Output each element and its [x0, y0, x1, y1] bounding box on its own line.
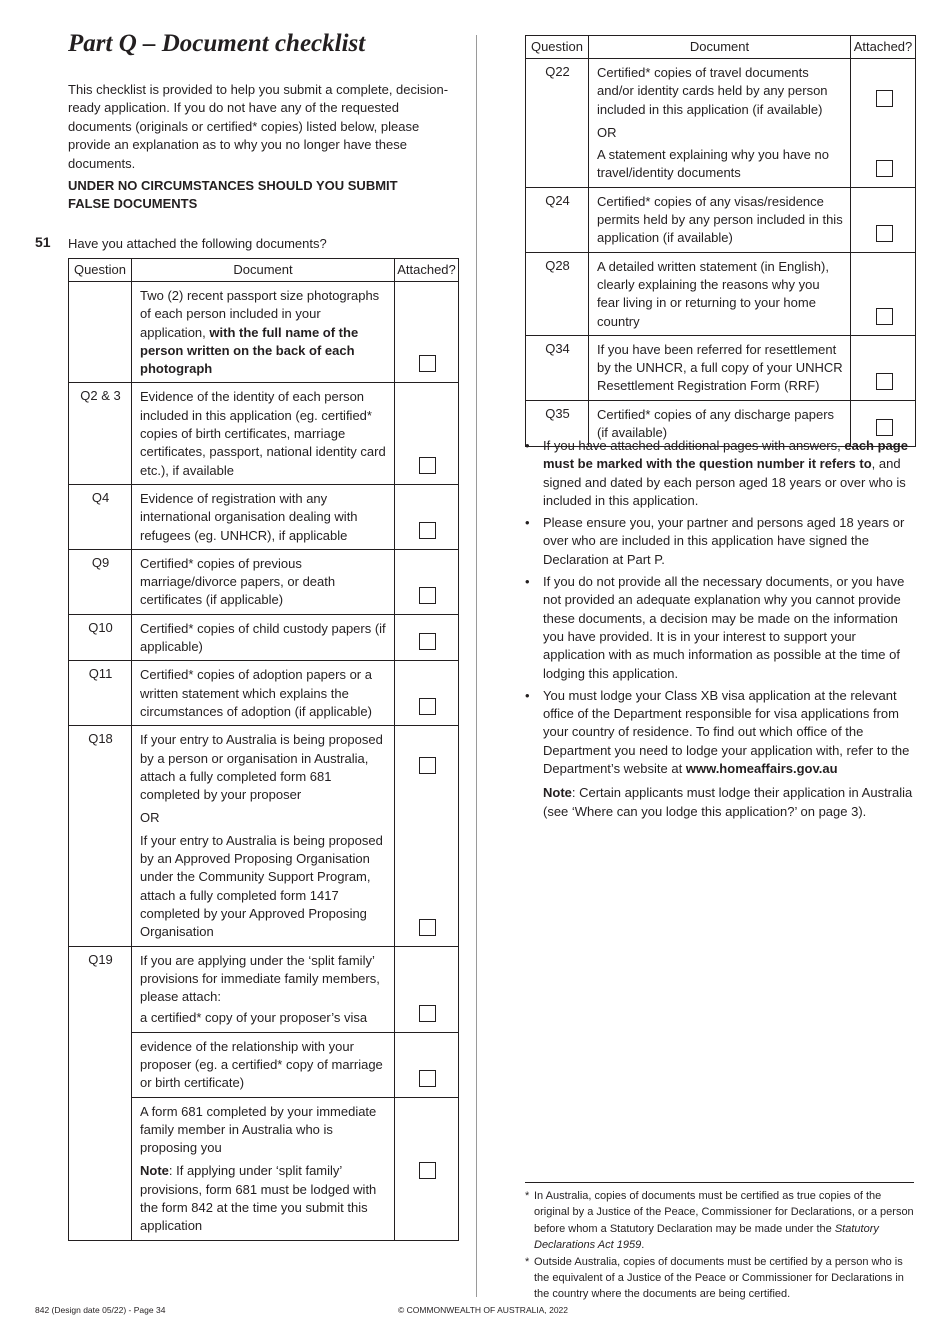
document-cell: Certified* copies of child custody papers (if applicable) [132, 614, 395, 661]
attached-checkbox[interactable] [419, 522, 436, 539]
table-row [69, 614, 459, 661]
attached-checkbox[interactable] [876, 308, 893, 325]
table-header-row [526, 36, 916, 59]
bullet-icon: • [525, 515, 530, 531]
document-cell: Certified* copies of previous marriage/divorce papers, or death certificates (if applicable) [132, 549, 395, 614]
table-row [69, 726, 459, 946]
attached-checkbox[interactable] [876, 90, 893, 107]
attached-checkbox[interactable] [419, 757, 436, 774]
page-footer-form-info: 842 (Design date 05/22) - Page 34 [35, 1305, 166, 1315]
document-cell [132, 946, 395, 1032]
attached-cell [851, 187, 916, 252]
attached-cell [395, 484, 459, 549]
attached-checkbox[interactable] [419, 1005, 436, 1022]
table-row [526, 59, 916, 188]
attached-cell [395, 661, 459, 726]
list-item [525, 573, 917, 683]
footnote-text: In Australia, copies of documents must be certified as true copies of the original by a Justice of the Peace, Commissioner for Declarations, or a person before whom a Statutory Declaration may be made under the [534, 1190, 914, 1235]
header-attached: Attached? [851, 36, 916, 59]
note-text [140, 1162, 387, 1235]
header-attached: Attached? [395, 259, 459, 282]
list-item [525, 437, 917, 510]
attached-cell [851, 335, 916, 400]
note-text [543, 784, 917, 821]
header-document: Document [132, 259, 395, 282]
document-text: If your entry to Australia is being proposed by an Approved Proposing Organisation under the Community Support Program, attach a fully completed form 1417 completed by your Approved Proposing Organisation [140, 832, 383, 940]
attached-cell [851, 59, 916, 188]
attached-checkbox[interactable] [419, 633, 436, 650]
question-cell: Q35 [526, 400, 589, 447]
footnote [525, 1188, 915, 1254]
attached-checkbox[interactable] [876, 160, 893, 177]
question-cell [69, 282, 132, 383]
asterisk-icon: * [525, 1255, 530, 1268]
table-header-row [69, 259, 459, 282]
question-cell: Q28 [526, 252, 589, 335]
footnote-text: . [641, 1239, 645, 1252]
question-cell: Q2 & 3 [69, 383, 132, 484]
document-cell: evidence of the relationship with your proposer (eg. a certified* copy of marriage or birth certificate) [132, 1032, 395, 1097]
bullet-icon: • [525, 438, 530, 453]
bullet-icon: • [525, 574, 530, 590]
list-item [525, 687, 917, 821]
attached-checkbox[interactable] [419, 919, 436, 936]
document-cell: If you have been referred for resettlement by the UNHCR, a full copy of your UNHCR Resettlement Registration Form (RRF) [589, 335, 851, 400]
attached-checkbox[interactable] [419, 457, 436, 474]
document-cell [132, 1097, 395, 1240]
bullet-text: You must lodge your Class XB visa application at the relevant office of the Department responsible for visa applications from your country of residence. To find out which office of the Department you need to lodge your application with, refer to the Department’s website at [543, 687, 910, 777]
note-label: Note [140, 1163, 169, 1179]
document-cell: Certified* copies of any discharge papers (if available) [589, 400, 851, 447]
attached-checkbox[interactable] [419, 355, 436, 372]
table-row [526, 187, 916, 252]
question-cell: Q10 [69, 614, 132, 661]
document-text: a certified* copy of your proposer’s visa [140, 1010, 368, 1026]
left-checklist-table [68, 258, 459, 1241]
page-title: Part Q – Document checklist [68, 30, 366, 57]
asterisk-icon: * [525, 1190, 530, 1202]
attached-checkbox[interactable] [419, 1070, 436, 1087]
header-question: Question [69, 259, 132, 282]
document-cell: Evidence of registration with any international organisation dealing with refugees (eg. UNHCR), if applicable [132, 484, 395, 549]
attached-checkbox[interactable] [419, 587, 436, 604]
bullet-text: Please ensure you, your partner and persons aged 18 years or over who are included in this application have signed the Declaration at Part P. [543, 515, 905, 567]
document-cell: A detailed written statement (in English), clearly explaining the reasons why you fear living in or returning to your home country [589, 252, 851, 335]
attached-checkbox[interactable] [419, 698, 436, 715]
table-row [526, 335, 916, 400]
bullet-text: If you have attached additional pages with answers, [543, 438, 845, 453]
document-text: A statement explaining why you have no travel/identity documents [597, 147, 829, 181]
question-cell: Q18 [69, 726, 132, 946]
attached-checkbox[interactable] [876, 419, 893, 436]
table-row [69, 383, 459, 484]
document-cell [589, 59, 851, 188]
table-row [69, 549, 459, 614]
intro-paragraph: This checklist is provided to help you submit a complete, decision-ready application. If you do not have any of the requested documents (originals or certified* copies) listed below, please provide an explanation as to why you no longer have these documents. [68, 82, 449, 171]
document-text: A form 681 completed by your immediate family member in Australia who is proposing you [140, 1103, 377, 1156]
note-body: : If applying under ‘split family’ provisions, form 681 must be lodged with the form 842 at the time you submit this application [140, 1163, 377, 1234]
attached-cell [395, 946, 459, 1032]
table-row [69, 484, 459, 549]
document-cell [132, 282, 395, 383]
footnote-rule [525, 1182, 914, 1183]
bullet-text: If you do not provide all the necessary documents, or you have not provided an adequate explanation why you cannot provide these documents, a decision may be made on the information you have provided. It is in your interest to support your application with as much information as possible at the time of lodging this application. [543, 574, 905, 681]
attached-cell [395, 1097, 459, 1240]
page-footer-copyright: © COMMONWEALTH OF AUSTRALIA, 2022 [398, 1305, 568, 1315]
question-cell: Q19 [69, 946, 132, 1240]
list-item [525, 514, 917, 569]
column-divider [476, 35, 477, 1297]
document-text: If your entry to Australia is being proposed by a person or organisation in Australia, attach a fully completed form 681 completed by your proposer [140, 732, 383, 803]
document-text-emphasis: with the full name of the person written on the back of each photograph [140, 324, 359, 377]
document-text: If you are applying under the ‘split family’ provisions for immediate family members, please attach: [140, 952, 380, 1005]
question-cell: Q22 [526, 59, 589, 188]
question-text: Have you attached the following documents? [68, 236, 327, 251]
false-documents-warning: UNDER NO CIRCUMSTANCES SHOULD YOU SUBMIT FALSE DOCUMENTS [68, 178, 398, 212]
footnotes [525, 1188, 915, 1303]
table-row [69, 946, 459, 1032]
or-separator: OR [597, 124, 617, 140]
question-cell: Q9 [69, 549, 132, 614]
header-document: Document [589, 36, 851, 59]
or-separator: OR [140, 810, 160, 826]
attached-cell [395, 383, 459, 484]
note-label: Note [543, 785, 572, 801]
attached-cell [851, 252, 916, 335]
table-row [69, 661, 459, 726]
question-cell: Q4 [69, 484, 132, 549]
attached-cell [395, 1032, 459, 1097]
question-number: 51 [35, 234, 51, 250]
website-link[interactable]: www.homeaffairs.gov.au [685, 761, 838, 777]
attached-cell [395, 726, 459, 946]
attached-checkbox[interactable] [876, 373, 893, 390]
attached-checkbox[interactable] [876, 225, 893, 242]
question-cell: Q11 [69, 661, 132, 726]
question-cell: Q24 [526, 187, 589, 252]
table-row [69, 282, 459, 383]
document-cell: Certified* copies of adoption papers or a written statement which explains the circumstances of adoption (if applicable) [132, 661, 395, 726]
attached-cell [395, 282, 459, 383]
right-checklist-table [525, 35, 916, 447]
bullet-text-emphasis: each page must be marked with the question number it refers to [543, 438, 908, 472]
document-cell: Evidence of the identity of each person included in this application (eg. certified* copies of birth certificates, marriage certificates, passport, national identity card etc.), if available [132, 383, 395, 484]
attached-checkbox[interactable] [419, 1162, 436, 1179]
bullet-text: , and signed and dated by each person aged 18 years or over who is included in this application. [543, 456, 906, 508]
footnote-act-title: Statutory Declarations Act 1959 [534, 1222, 879, 1252]
instruction-list [525, 437, 917, 825]
header-question: Question [526, 36, 589, 59]
bullet-icon: • [525, 687, 530, 703]
attached-cell [395, 614, 459, 661]
table-row [526, 252, 916, 335]
footnote-text: Outside Australia, copies of documents must be certified by a person who is the equivalent of a Justice of the Peace or Commissioner for Declarations in the country where the documents are being certified. [534, 1255, 904, 1301]
footnote [525, 1254, 915, 1303]
attached-cell [395, 549, 459, 614]
question-cell: Q34 [526, 335, 589, 400]
document-text: Certified* copies of travel documents and/or identity cards held by any person included in this application (if available) [597, 65, 828, 117]
document-text: Two (2) recent passport size photographs of each person included in your application, [140, 288, 380, 340]
document-cell: Certified* copies of any visas/residence permits held by any person included in this application (if available) [589, 187, 851, 252]
note-body: : Certain applicants must lodge their application in Australia (see ‘Where can you lodge this application?’ on page 3). [543, 785, 913, 819]
document-cell [132, 726, 395, 946]
